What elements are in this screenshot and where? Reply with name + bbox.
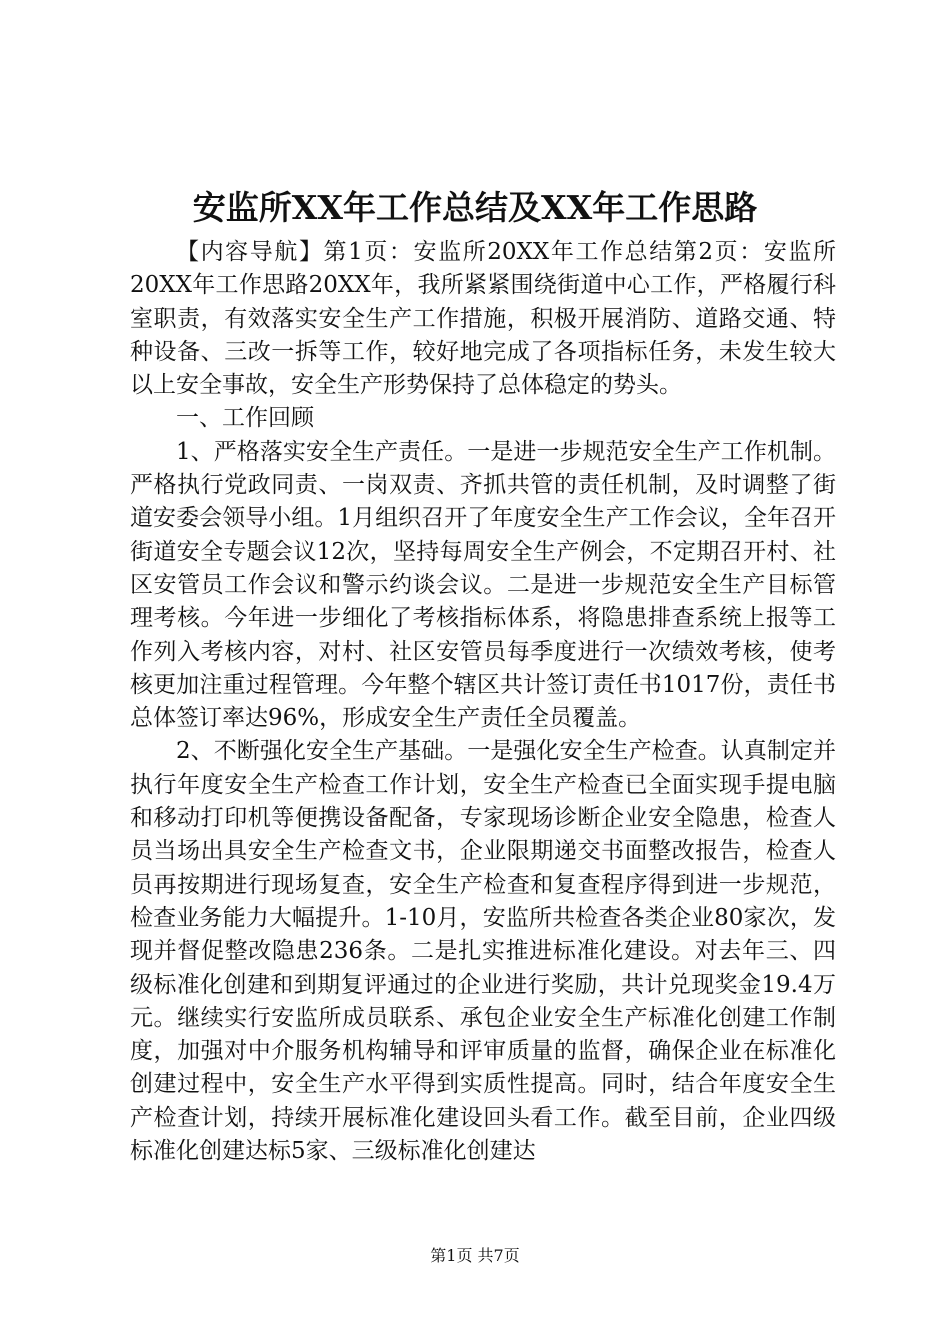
document-body xyxy=(130,236,836,1168)
body-paragraph: 1、严格落实安全生产责任。一是进一步规范安全生产工作机制。严格执行党政同责、一岗双责、齐抓共管的责任机制，及时调整了街道安委会领导小组。1月组织召开了年度安全生产工作会议，全年召开街道安全专题会议12次，坚持每周安全生产例会，不定期召开村、社区安管员工作会议和警示约谈会议。二是进一步规范安全生产目标管理考核。今年进一步细化了考核指标体系，将隐患排查系统上报等工作列入考核内容，对村、社区安管员每季度进行一次绩效考核，使考核更加注重过程管理。今年整个辖区共计签订责任书1017份，责任书总体签订率达96%，形成安全生产责任全员覆盖。 xyxy=(130,438,836,732)
document-title: 安监所XX年工作总结及XX年工作思路 xyxy=(192,188,758,227)
section-heading: 一、工作回顾 xyxy=(176,405,314,432)
intro-paragraph: 【内容导航】第1页：安监所20XX年工作总结第2页：安监所20XX年工作思路20XX年，我所紧紧围绕街道中心工作，严格履行科室职责，有效落实安全生产工作措施，积极开展消防、道路交通、特种设备、三改一拆等工作，较好地完成了各项指标任务，未发生较大以上安全事故，安全生产形势保持了总体稳定的势头。 xyxy=(130,239,836,399)
body-paragraph: 2、不断强化安全生产基础。一是强化安全生产检查。认真制定并执行年度安全生产检查工作计划，安全生产检查已全面实现手提电脑和移动打印机等便携设备配备，专家现场诊断企业安全隐患，检查人员当场出具安全生产检查文书，企业限期递交书面整改报告，检查人员再按期进行现场复查，安全生产检查和复查程序得到进一步规范，检查业务能力大幅提升。1-10月，安监所共检查各类企业80家次，发现并督促整改隐患236条。二是扎实推进标准化建设。对去年三、四级标准化创建和到期复评通过的企业进行奖励，共计兑现奖金19.4万元。继续实行安监所成员联系、承包企业安全生产标准化创建工作制度，加强对中介服务机构辅导和评审质量的监督，确保企业在标准化创建过程中，安全生产水平得到实质性提高。同时，结合年度安全生产检查计划，持续开展标准化建设回头看工作。截至目前，企业四级标准化创建达标5家、三级标准化创建达 xyxy=(130,738,836,1165)
page-number-footer: 第1页 共7页 xyxy=(430,1246,520,1265)
